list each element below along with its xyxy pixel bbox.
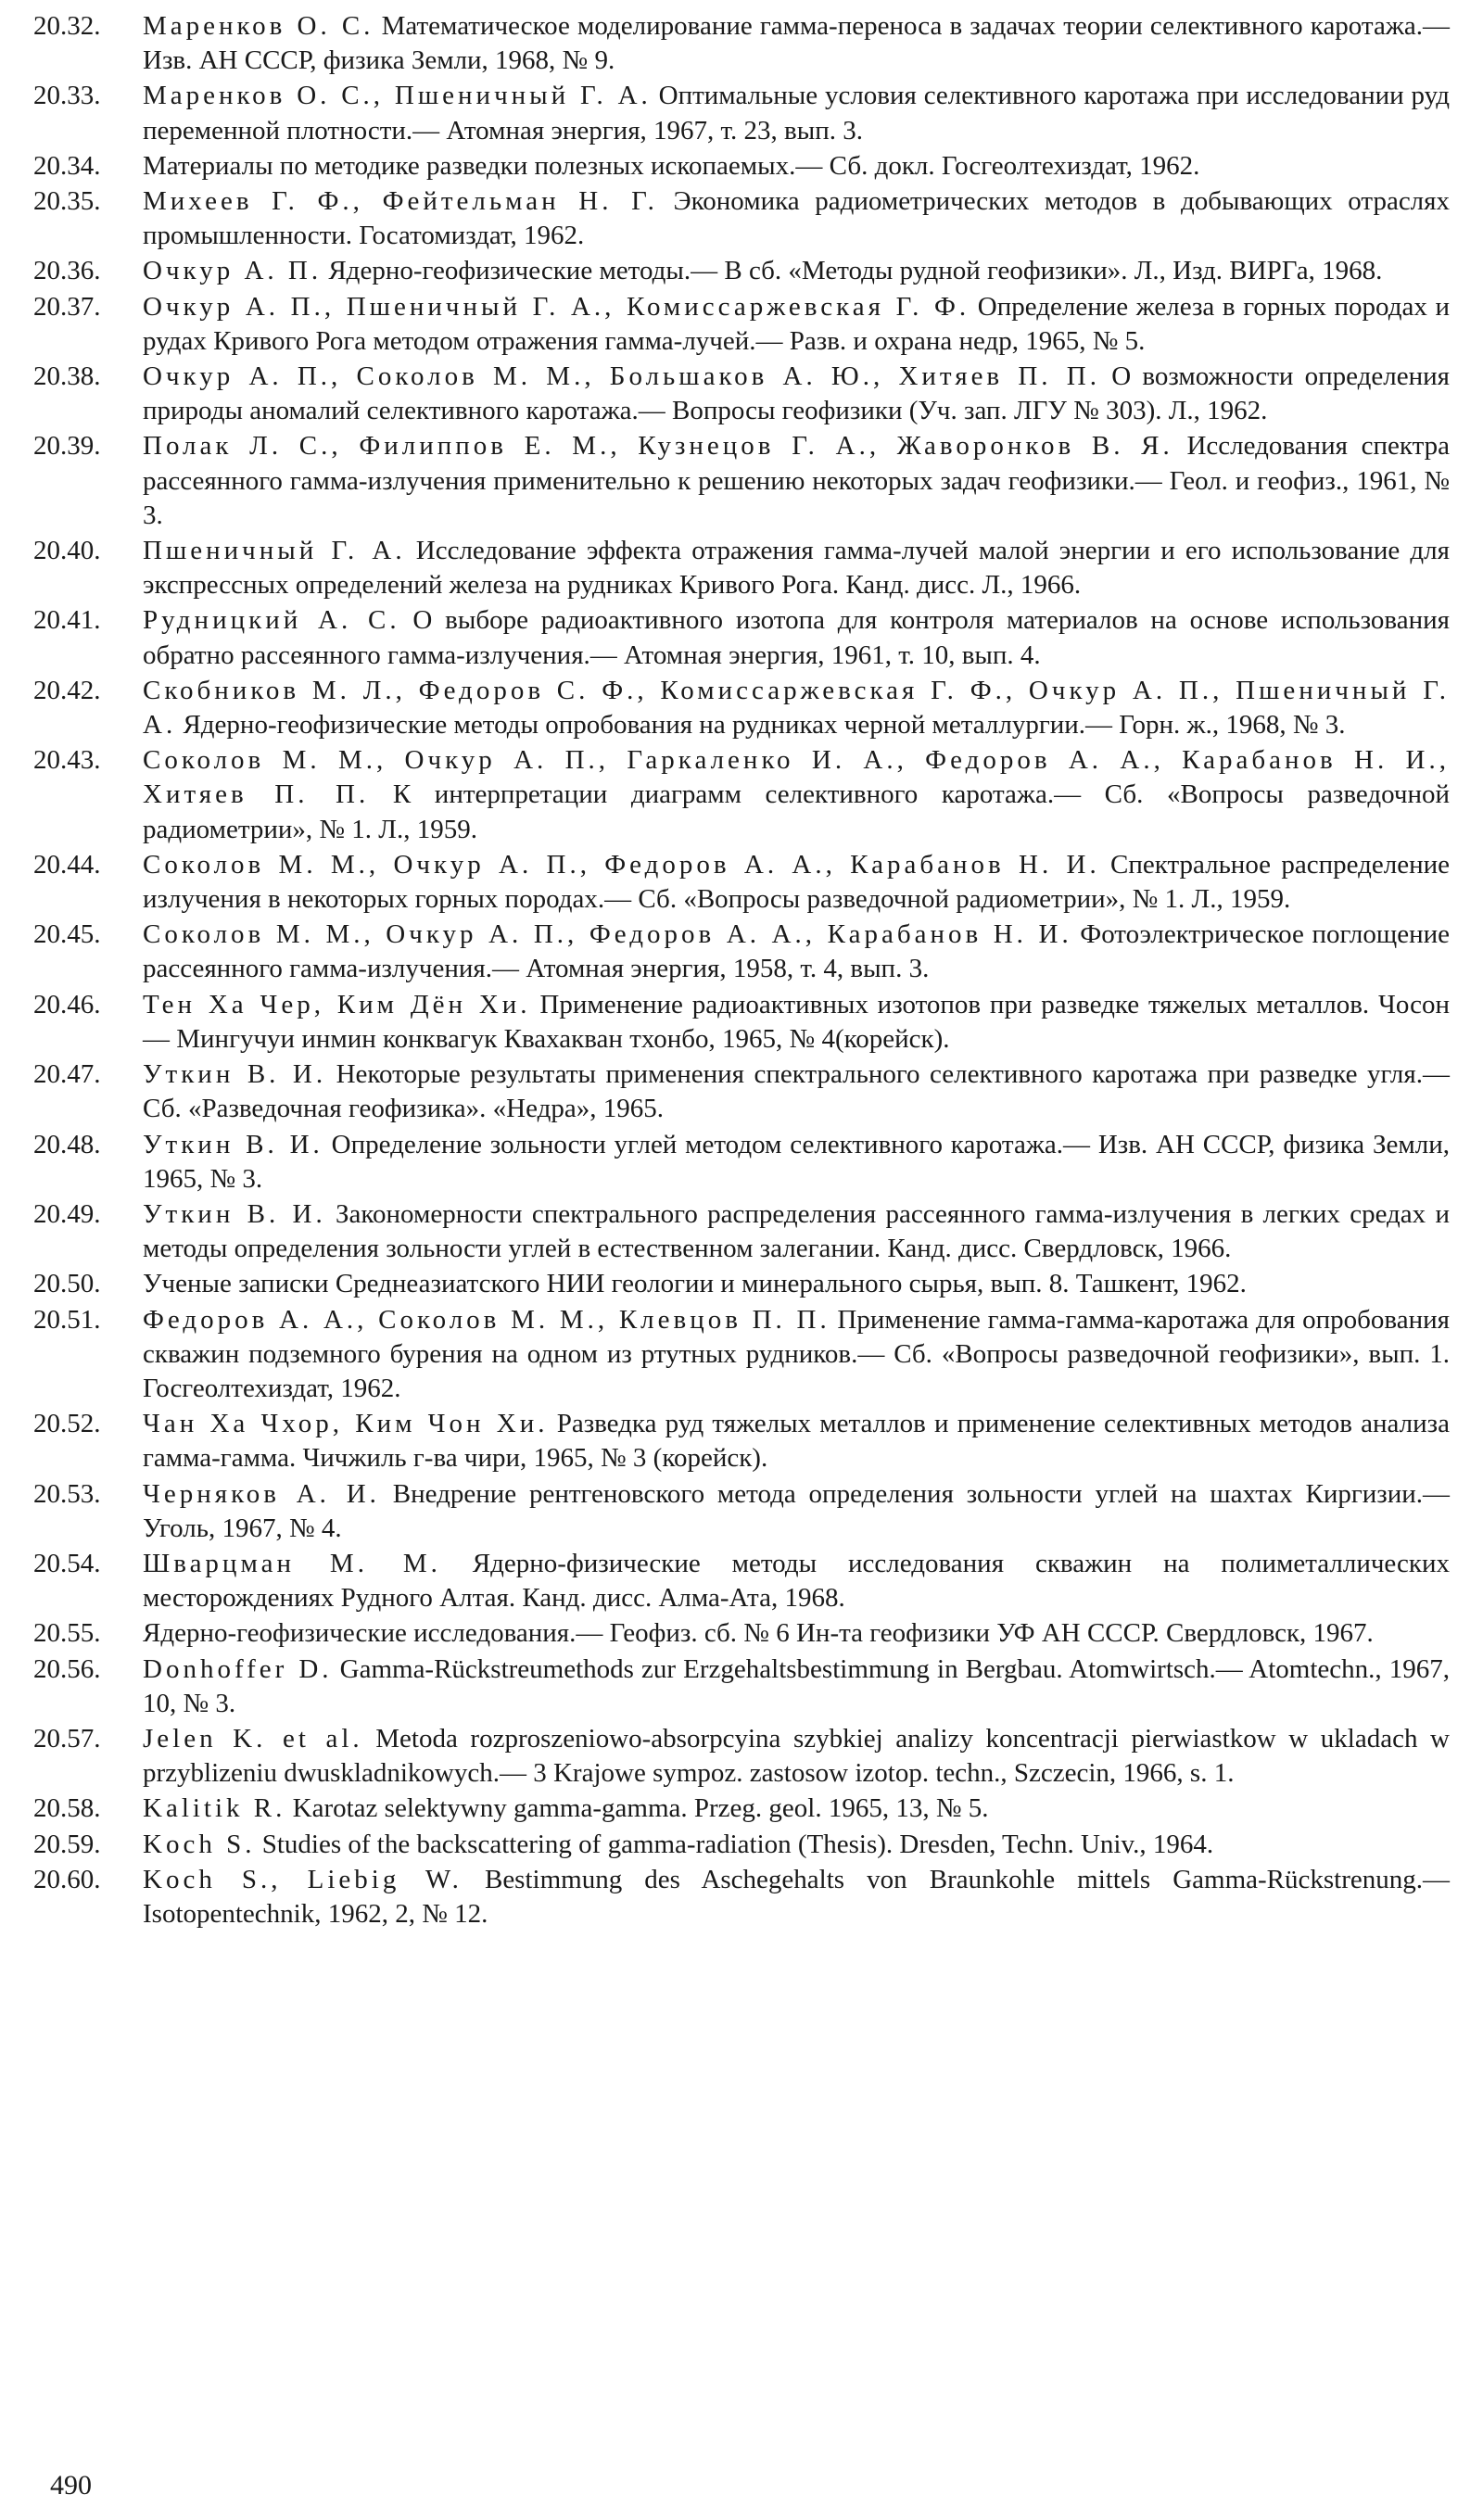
reference-number: 20.43. xyxy=(33,745,101,776)
reference-text: Определение железа в горных породах и рудах Кривого Рога методом отражения гамма-лучей.— Разв. и охрана недр, 1965, № 5. xyxy=(143,291,1450,356)
reference-authors: Михеев Г. Ф., Фейтельман Н. Г. xyxy=(143,186,658,217)
reference-authors: Donhoffer D. xyxy=(143,1653,333,1684)
reference-authors: Очкур А. П. xyxy=(143,256,323,286)
reference-authors: Маренков О. С. xyxy=(143,11,374,41)
reference-body xyxy=(143,1653,1450,1721)
reference-body xyxy=(143,360,1450,428)
reference-number: 20.42. xyxy=(33,675,101,705)
reference-authors: Шварцман М. М. xyxy=(143,1548,441,1578)
reference-authors: Очкур А. П., Пшеничный Г. А., Комиссаржевская Г. Ф. xyxy=(143,291,970,322)
reference-text: Gamma-Rückstreumethods zur Erzgehaltsbestimmung in Bergbau. Atomwirtsch.— Atomtechn., 1967, 10, № 3. xyxy=(143,1653,1450,1718)
reference-number: 20.52. xyxy=(33,1409,101,1439)
reference-text: Материалы по методике разведки полезных ископаемых.— Сб. докл. Госгеолтехиздат, 1962. xyxy=(143,150,1200,181)
reference-text: Разведка руд тяжелых металлов и применение селективных методов анализа гамма-гамма. Чичжиль г-ва чири, 1965, № 3 (корейск). xyxy=(143,1409,1450,1474)
page-number: 490 xyxy=(50,2470,92,2501)
reference-entry xyxy=(33,743,1450,847)
reference-entry xyxy=(33,1863,1450,1931)
reference-body xyxy=(143,674,1450,742)
reference-text: Применение гамма-гамма-каротажа для опробования скважин подземного бурения на одном из ртутных рудников.— Сб. «Вопросы разведочной геофизики», вып. 1. Госгеолтехиздат, 1962. xyxy=(143,1304,1450,1403)
reference-text: О выборе радиоактивного изотопа для контроля материалов на основе использования обратно рассеянного гамма-излучения.— Атомная энергия, 1961, т. 10, вып. 4. xyxy=(143,605,1450,670)
reference-authors: Соколов М. М., Очкур А. П., Гаркаленко И. А., Федоров А. А., Карабанов Н. И., Хитяев П. П. xyxy=(143,745,1450,810)
reference-body xyxy=(143,603,1450,672)
reference-number: 20.39. xyxy=(33,431,101,462)
reference-entry xyxy=(33,1792,1450,1826)
reference-body xyxy=(143,743,1450,847)
reference-body xyxy=(143,290,1450,359)
reference-number: 20.50. xyxy=(33,1269,101,1299)
reference-entry xyxy=(33,1616,1450,1651)
reference-entry xyxy=(33,1197,1450,1266)
reference-body xyxy=(143,1547,1450,1615)
reference-text: Bestimmung des Aschegehalts von Braunkohle mittels Gamma-Rückstrenung.— Isotopentechnik, 1962, 2, № 12. xyxy=(143,1864,1450,1929)
reference-authors: Jelen K. et al. xyxy=(143,1723,363,1754)
reference-body xyxy=(143,429,1450,533)
reference-number: 20.32. xyxy=(33,11,101,41)
reference-number: 20.49. xyxy=(33,1198,101,1229)
reference-number: 20.34. xyxy=(33,150,101,181)
reference-text: Ядерно-физические методы исследования скважин на полиметаллических месторождениях Рудного Алтая. Канд. дисс. Алма-Ата, 1968. xyxy=(143,1548,1450,1614)
reference-body xyxy=(143,9,1450,78)
reference-body xyxy=(143,1616,1450,1651)
reference-number: 20.41. xyxy=(33,605,101,636)
reference-entry xyxy=(33,149,1450,184)
reference-text: Ядерно-геофизические исследования.— Геофиз. сб. № 6 Ин-та геофизики УФ АН СССР. Свердловск, 1967. xyxy=(143,1618,1374,1649)
reference-entry xyxy=(33,1303,1450,1407)
reference-body xyxy=(143,1828,1450,1862)
reference-authors: Соколов М. М., Очкур А. П., Федоров А. А., Карабанов Н. И. xyxy=(143,919,1072,950)
reference-entry xyxy=(33,1653,1450,1721)
reference-text: Математическое моделирование гамма-переноса в задачах теории селективного каротажа.— Изв. АН СССР, физика Земли, 1968, № 9. xyxy=(143,11,1450,76)
reference-body xyxy=(143,1477,1450,1546)
reference-entry xyxy=(33,1828,1450,1862)
reference-text: Исследование эффекта отражения гамма-лучей малой энергии и его использование для экспрессных определений железа на рудниках Кривого Рога. Канд. дисс. Л., 1966. xyxy=(143,536,1450,601)
reference-number: 20.60. xyxy=(33,1864,101,1894)
reference-entry xyxy=(33,918,1450,986)
reference-text: Studies of the backscattering of gamma-radiation (Thesis). Dresden, Techn. Univ., 1964. xyxy=(255,1829,1214,1859)
reference-text: Исследования спектра рассеянного гамма-излучения применительно к решению некоторых задач геофизики.— Геол. и геофиз., 1961, № 3. xyxy=(143,431,1450,530)
reference-entry xyxy=(33,360,1450,428)
reference-text: Применение радиоактивных изотопов при разведке тяжелых металлов. Чосон — Мингучуи инмин конквагук Квахакван тхонбо, 1965, № 4(корейск). xyxy=(143,989,1450,1054)
reference-body xyxy=(143,1128,1450,1197)
reference-text: Фотоэлектрическое поглощение рассеянного гамма-излучения.— Атомная энергия, 1958, т. 4, вып. 3. xyxy=(143,919,1450,984)
reference-entry xyxy=(33,1128,1450,1197)
reference-text: Спектральное распределение излучения в некоторых горных породах.— Сб. «Вопросы разведочной радиометрии», № 1. Л., 1959. xyxy=(143,849,1450,915)
reference-text: Некоторые результаты применения спектрального селективного каротажа при разведке угля.— Сб. «Разведочная геофизика». «Недра», 1965. xyxy=(143,1059,1450,1124)
reference-number: 20.48. xyxy=(33,1129,101,1159)
reference-authors: Маренков О. С., Пшеничный Г. А. xyxy=(143,81,652,111)
reference-text: К интерпретации диаграмм селективного каротажа.— Сб. «Вопросы разведочной радиометрии», № 1. Л., 1959. xyxy=(143,779,1450,844)
reference-authors: Федоров А. А., Соколов М. М., Клевцов П. П. xyxy=(143,1304,830,1335)
reference-body xyxy=(143,918,1450,986)
reference-entry xyxy=(33,254,1450,288)
reference-authors: Соколов М. М., Очкур А. П., Федоров А. А., Карабанов Н. И. xyxy=(143,849,1100,880)
reference-authors: Уткин В. И. xyxy=(143,1198,326,1229)
reference-number: 20.53. xyxy=(33,1478,101,1509)
reference-body xyxy=(143,1407,1450,1475)
reference-number: 20.55. xyxy=(33,1618,101,1649)
reference-authors: Чан Ха Чхор, Ким Чон Хи. xyxy=(143,1409,549,1439)
reference-entry xyxy=(33,1267,1450,1301)
reference-body xyxy=(143,988,1450,1057)
reference-authors: Koch S., Liebig W. xyxy=(143,1864,463,1894)
reference-number: 20.33. xyxy=(33,81,101,111)
reference-body xyxy=(143,1267,1450,1301)
reference-text: Определение зольности углей методом селективного каротажа.— Изв. АН СССР, физика Земли, 1965, № 3. xyxy=(143,1129,1450,1194)
reference-entry xyxy=(33,1407,1450,1475)
reference-text: Metoda rozproszeniowo-absorpcyina szybkiej analizy koncentracji pierwiastkow w ukladach w przyblizeniu dwuskladnikowych.— 3 Krajowe sympoz. zastosow izotop. techn., Szczecin, 1966, s. 1. xyxy=(143,1723,1451,1789)
reference-text: Ученые записки Среднеазиатского НИИ геологии и минерального сырья, вып. 8. Ташкент, 1962. xyxy=(143,1269,1247,1299)
reference-number: 20.59. xyxy=(33,1829,101,1859)
reference-authors: Рудницкий А. С. xyxy=(143,605,400,636)
reference-authors: Koch S. xyxy=(143,1829,256,1859)
reference-text: Оптимальные условия селективного каротажа при исследовании руд переменной плотности.— Атомная энергия, 1967, т. 23, вып. 3. xyxy=(143,81,1450,146)
reference-entry xyxy=(33,1057,1450,1126)
reference-text: Внедрение рентгеновского метода определения зольности углей на шахтах Киргизии.— Уголь, 1967, № 4. xyxy=(143,1478,1450,1543)
reference-text: Экономика радиометрических методов в добывающих отраслях промышленности. Госатомиздат, 1962. xyxy=(143,186,1450,251)
reference-number: 20.58. xyxy=(33,1793,101,1824)
reference-authors: Уткин В. И. xyxy=(143,1059,327,1090)
reference-entry xyxy=(33,79,1450,147)
reference-authors: Пшеничный Г. А. xyxy=(143,536,406,566)
reference-number: 20.36. xyxy=(33,256,101,286)
reference-number: 20.45. xyxy=(33,919,101,950)
reference-number: 20.40. xyxy=(33,536,101,566)
reference-authors: Скобников М. Л., Федоров С. Ф., Комиссаржевская Г. Ф., Очкур А. П., Пшеничный Г. А. xyxy=(143,675,1450,741)
reference-entry xyxy=(33,184,1450,253)
reference-authors: Черняков А. И. xyxy=(143,1478,380,1509)
reference-number: 20.54. xyxy=(33,1548,101,1578)
reference-entry xyxy=(33,429,1450,533)
reference-entry xyxy=(33,988,1450,1057)
reference-entry xyxy=(33,603,1450,672)
reference-authors: Kalitik R. xyxy=(143,1793,286,1824)
reference-body xyxy=(143,1863,1450,1931)
reference-entry xyxy=(33,1547,1450,1615)
reference-text: Ядерно-геофизические методы.— В сб. «Методы рудной геофизики». Л., Изд. ВИРГа, 1968. xyxy=(322,256,1383,286)
reference-text: Закономерности спектрального распределения рассеянного гамма-излучения в легких средах и методы определения зольности углей в естественном залегании. Канд. дисс. Свердловск, 1966. xyxy=(143,1198,1450,1264)
reference-entry xyxy=(33,674,1450,742)
reference-number: 20.38. xyxy=(33,361,101,392)
reference-body xyxy=(143,254,1450,288)
reference-number: 20.44. xyxy=(33,849,101,880)
reference-entry xyxy=(33,1722,1450,1791)
reference-text: Karotaz selektywny gamma-gamma. Przeg. geol. 1965, 13, № 5. xyxy=(285,1793,989,1824)
reference-authors: Тен Ха Чер, Ким Дён Хи. xyxy=(143,989,531,1019)
reference-text: Ядерно-геофизические методы опробования на рудниках черной металлургии.— Горн. ж., 1968, № 3. xyxy=(176,710,1346,741)
reference-body xyxy=(143,1792,1450,1826)
reference-authors: Уткин В. И. xyxy=(143,1129,323,1159)
reference-body xyxy=(143,1303,1450,1407)
reference-entry xyxy=(33,9,1450,78)
reference-body xyxy=(143,1197,1450,1266)
reference-list xyxy=(33,9,1450,1932)
reference-authors: Полак Л. С., Филиппов Е. М., Кузнецов Г. А., Жаворонков В. Я. xyxy=(143,431,1173,462)
reference-number: 20.57. xyxy=(33,1723,101,1754)
reference-body xyxy=(143,79,1450,147)
reference-text: О возможности определения природы аномалий селективного каротажа.— Вопросы геофизики (Уч. зап. ЛГУ № 303). Л., 1962. xyxy=(143,361,1450,426)
reference-number: 20.46. xyxy=(33,989,101,1019)
reference-authors: Очкур А. П., Соколов М. М., Большаков А. Ю., Хитяев П. П. xyxy=(143,361,1100,392)
reference-body xyxy=(143,1057,1450,1126)
reference-body xyxy=(143,534,1450,602)
reference-number: 20.56. xyxy=(33,1653,101,1684)
reference-number: 20.51. xyxy=(33,1304,101,1335)
reference-entry xyxy=(33,534,1450,602)
reference-number: 20.47. xyxy=(33,1059,101,1090)
reference-number: 20.35. xyxy=(33,186,101,217)
reference-entry xyxy=(33,1477,1450,1546)
reference-body xyxy=(143,149,1450,184)
reference-body xyxy=(143,1722,1450,1791)
reference-body xyxy=(143,848,1450,917)
reference-entry xyxy=(33,848,1450,917)
reference-body xyxy=(143,184,1450,253)
reference-entry xyxy=(33,290,1450,359)
reference-number: 20.37. xyxy=(33,291,101,322)
